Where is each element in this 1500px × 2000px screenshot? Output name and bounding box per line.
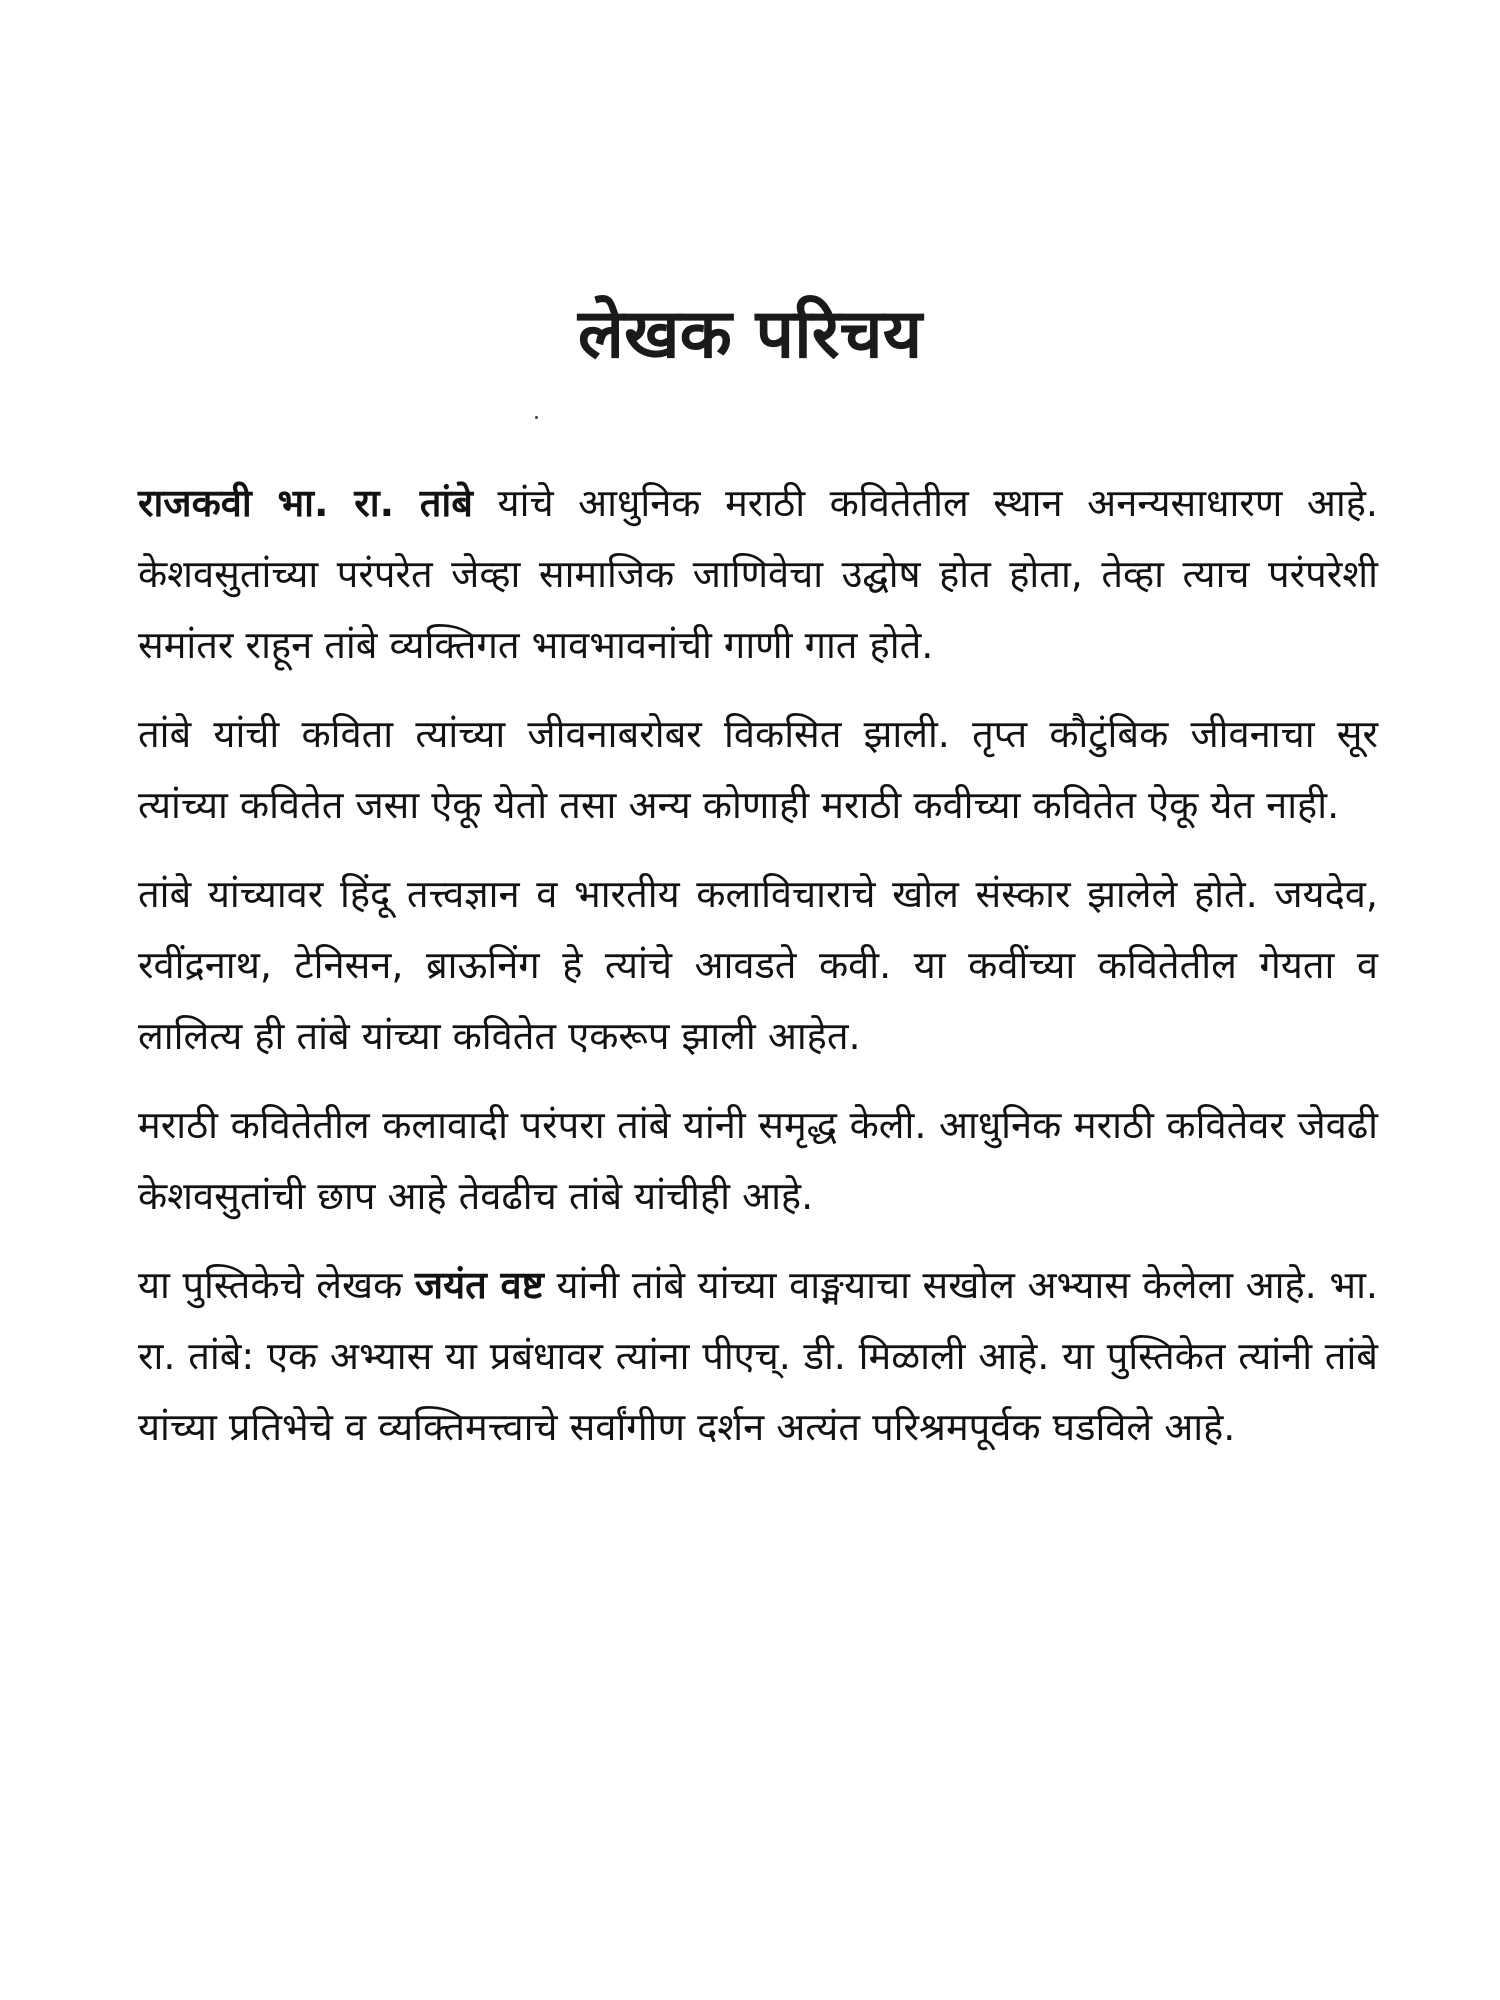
paragraph-5-text-after: यांनी तांबे यांच्या वाङ्मयाचा सखोल अभ्यास केलेला आहे. भा. रा. तांबे: एक अभ्यास या प्रबंधावर त्यांना पीएच्. डी. मिळाली आहे. या पुस्तिकेत त्यांनी तांबे यांच्या प्रतिभेचे व व्यक्तिमत्त्वाचे सर्वांगीण दर्शन अत्यंत परिश्रमपूर्वक घडविले आहे. [138, 1263, 1378, 1449]
paragraph-5-text-before: या पुस्तिकेचे लेखक [138, 1263, 415, 1307]
paragraph-1 [138, 468, 1378, 681]
author-introduction-body [138, 468, 1378, 1481]
paragraph-2: तांबे यांची कविता त्यांच्या जीवनाबरोबर विकसित झाली. तृप्त कौटुंबिक जीवनाचा सूर त्यांच्या कवितेत जसा ऐकू येतो तसा अन्य कोणाही मराठी कवीच्या कवितेत ऐकू येत नाही. [138, 712, 1378, 827]
paragraph-3: तांबे यांच्यावर हिंदू तत्त्वज्ञान व भारतीय कलाविचाराचे खोल संस्कार झालेले होते. जयदेव, रवींद्रनाथ, टेनिसन, ब्राऊनिंग हे त्यांचे आवडते कवी. या कवींच्या कवितेतील गेयता व लालित्य ही तांबे यांच्या कवितेत एकरूप झाली आहेत. [138, 872, 1378, 1058]
paragraph-5 [138, 1250, 1378, 1463]
paragraph-1-text: यांचे आधुनिक मराठी कवितेतील स्थान अनन्यसाधारण आहे. केशवसुतांच्या परंपरेत जेव्हा सामाजिक जाणिवेचा उद्घोष होत होता, तेव्हा त्याच परंपरेशी समांतर राहून तांबे व्यक्तिगत भावभावनांची गाणी गात होते. [138, 481, 1378, 667]
paragraph-4: मराठी कवितेतील कलावादी परंपरा तांबे यांनी समृद्ध केली. आधुनिक मराठी कवितेवर जेवढी केशवसुतांची छाप आहे तेवढीच तांबे यांचीही आहे. [138, 1103, 1378, 1218]
page-title: लेखक परिचय [577, 295, 923, 374]
author-name: जयंत वष्ट [414, 1263, 544, 1307]
print-speck [535, 416, 538, 419]
poet-name: राजकवी भा. रा. तांबे [138, 481, 473, 525]
